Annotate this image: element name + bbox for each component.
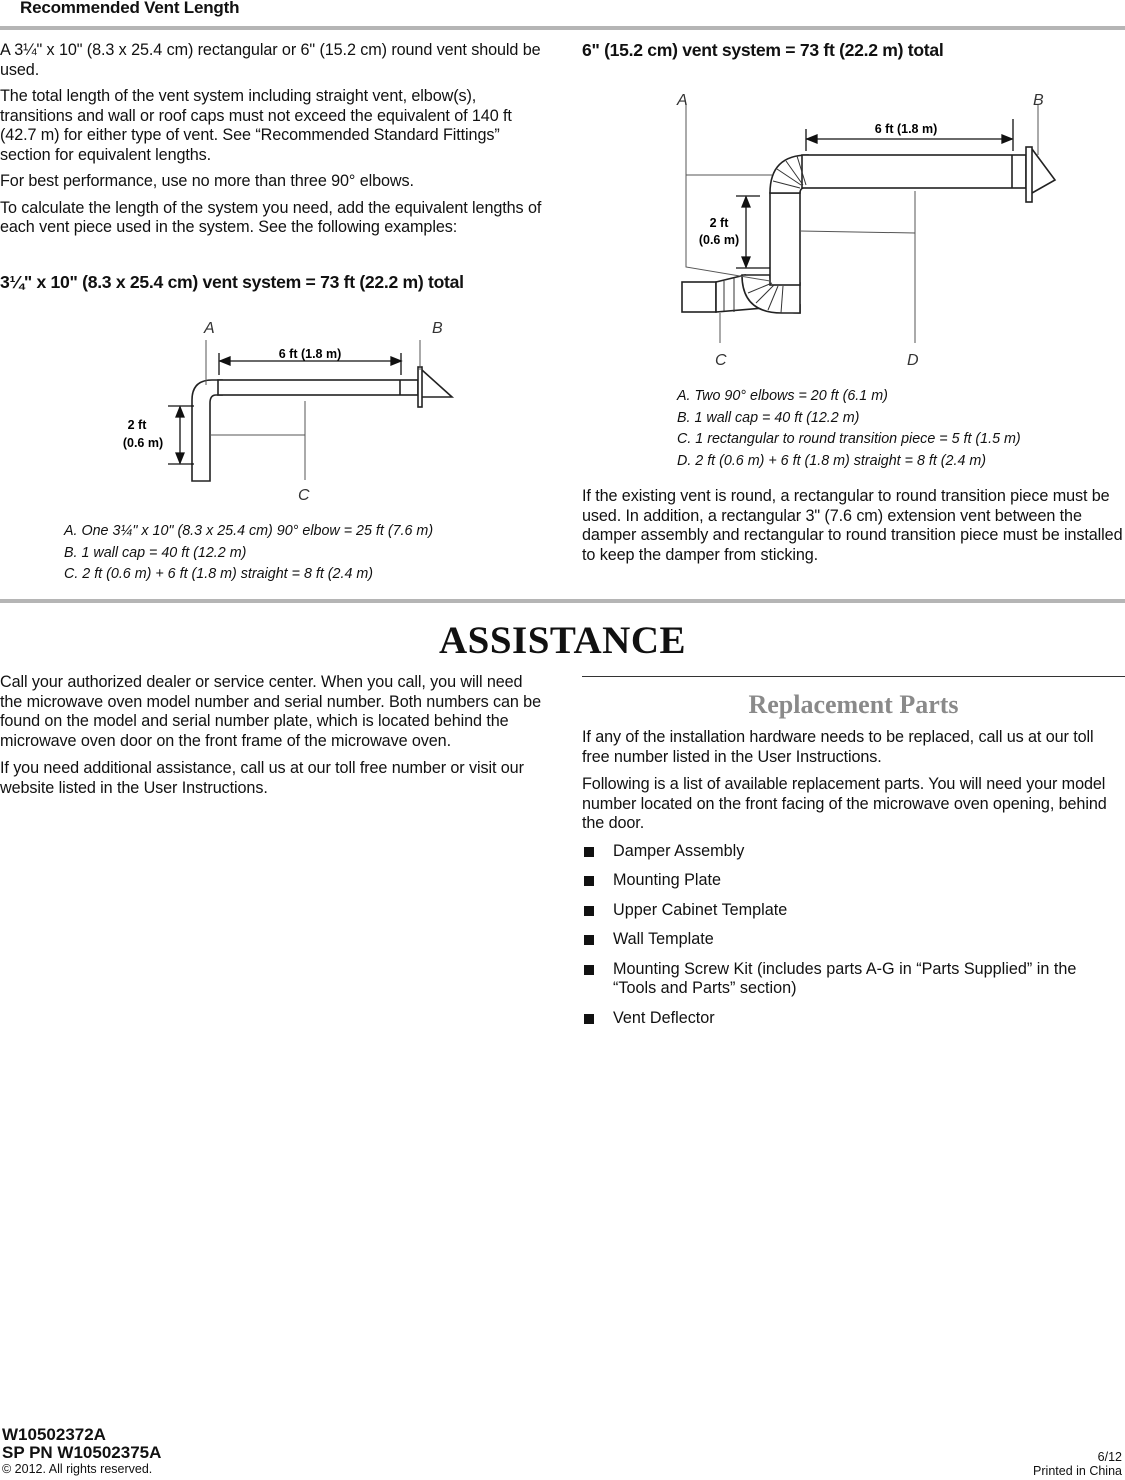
legend-item: A. One 3¼" x 10" (8.3 x 25.4 cm) 90° elbow = 25 ft (7.6 m) bbox=[64, 523, 434, 539]
copyright: © 2012. All rights reserved. bbox=[2, 1462, 153, 1476]
sp-part-number: SP PN W10502375A bbox=[2, 1443, 162, 1462]
diagram-label-b: B bbox=[1033, 92, 1044, 109]
dim-vertical-label-2: (0.6 m) bbox=[122, 436, 164, 450]
printed-in: Printed in China bbox=[1033, 1464, 1122, 1478]
round-example-heading: 6" (15.2 cm) vent system = 73 ft (22.2 m) total bbox=[582, 40, 944, 60]
vent-length-paragraph: The total length of the vent system including straight vent, elbow(s), transitions and wall or roof caps must not exceed the equivalent of 140 ft (42.7 m) for either type of vent. See “Recommended Standard Fittings” section for equivalent lengths. bbox=[0, 87, 512, 164]
dim-vertical-label-1: 2 ft bbox=[709, 216, 729, 230]
assistance-divider bbox=[0, 599, 1125, 603]
diagram-label-d: D bbox=[907, 352, 919, 369]
round-vent-diagram bbox=[660, 85, 1080, 375]
rect-example-heading: 3¼" x 10" (8.3 x 25.4 cm) vent system = 73 ft (22.2 m) total bbox=[0, 272, 464, 292]
diagram-label-b: B bbox=[432, 320, 443, 337]
replacement-divider bbox=[582, 676, 1125, 677]
part-name: Mounting Plate bbox=[613, 871, 721, 889]
legend-item: C. 2 ft (0.6 m) + 6 ft (1.8 m) straight = 8 ft (2.4 m) bbox=[64, 566, 374, 582]
part-name: Vent Deflector bbox=[613, 1008, 715, 1027]
legend-item: D. 2 ft (0.6 m) + 6 ft (1.8 m) straight = 8 ft (2.4 m) bbox=[677, 452, 987, 469]
list-item bbox=[582, 960, 1123, 999]
replacement-column bbox=[582, 728, 1123, 1038]
footer-left bbox=[2, 1426, 161, 1476]
vent-size-paragraph: A 3¼" x 10" (8.3 x 25.4 cm) rectangular or 6" (15.2 cm) round vent should be used. bbox=[0, 41, 541, 79]
bullet-icon bbox=[584, 1014, 594, 1024]
legend-item: C. 1 rectangular to round transition piece = 5 ft (1.5 m) bbox=[677, 431, 1021, 447]
part-name: Mounting Screw Kit (includes parts A-G in “Parts Supplied” in the “Tools and Parts” section) bbox=[613, 959, 1077, 997]
assistance-column bbox=[0, 673, 545, 798]
rect-vent-diagram bbox=[100, 315, 480, 510]
bullet-icon bbox=[584, 935, 594, 945]
diagram-label-c: C bbox=[715, 352, 727, 369]
round-vent-legend bbox=[677, 386, 1021, 472]
dim-horizontal-label: 6 ft (1.8 m) bbox=[278, 347, 342, 361]
part-number: W10502372A bbox=[2, 1425, 106, 1444]
legend-item: A. Two 90° elbows = 20 ft (6.1 m) bbox=[677, 388, 888, 404]
calculate-paragraph: To calculate the length of the system you need, add the equivalent lengths of each vent piece used in the system. See the following examples: bbox=[0, 198, 542, 236]
replacement-paragraph: Following is a list of available replacement parts. You will need your model number located on the front facing of the microwave oven opening, behind the door. bbox=[582, 775, 1107, 832]
leader-c bbox=[210, 435, 305, 480]
legend-item: B. 1 wall cap = 40 ft (12.2 m) bbox=[677, 409, 860, 426]
bullet-icon bbox=[584, 906, 594, 916]
footer-right bbox=[1033, 1450, 1122, 1478]
print-date: 6/12 bbox=[1097, 1450, 1122, 1464]
assistance-paragraph: If you need additional assistance, call us at our toll free number or visit our website listed in the User Instructions. bbox=[0, 759, 524, 797]
diagram-label-a: A bbox=[677, 92, 688, 109]
legend-item: B. 1 wall cap = 40 ft (12.2 m) bbox=[64, 544, 247, 561]
rect-vent-legend bbox=[64, 521, 433, 586]
replacement-parts-title: Replacement Parts bbox=[748, 690, 959, 719]
bullet-icon bbox=[584, 965, 594, 975]
part-name: Wall Template bbox=[613, 930, 714, 948]
list-item bbox=[582, 871, 1123, 891]
replacement-paragraph: If any of the installation hardware needs to be replaced, call us at our toll free number listed in the User Instructions. bbox=[582, 728, 1094, 766]
list-item bbox=[582, 930, 1123, 950]
dim-vertical-label-2: (0.6 m) bbox=[698, 233, 740, 247]
left-column bbox=[0, 41, 548, 238]
part-name: Upper Cabinet Template bbox=[613, 900, 788, 919]
section-title: Recommended Vent Length bbox=[20, 0, 240, 17]
dim-vertical-label-1: 2 ft bbox=[127, 418, 147, 432]
assistance-title: ASSISTANCE bbox=[438, 619, 687, 662]
part-name: Damper Assembly bbox=[613, 841, 745, 860]
assistance-paragraph: Call your authorized dealer or service center. When you call, you will need the microwave oven model number and serial number. Both numbers can be found on the model and serial number plate, which is located behind the microwave oven door on the front frame of the microwave oven. bbox=[0, 673, 541, 750]
dim-horizontal-label: 6 ft (1.8 m) bbox=[874, 122, 938, 136]
list-item bbox=[582, 901, 1123, 921]
transition-note: If the existing vent is round, a rectangular to round transition piece must be used. In addition, a rectangular 3" (7.6 cm) extension vent between the damper assembly and rectangular to round transition piece must be installed to keep the damper from sticking. bbox=[582, 487, 1123, 564]
diagram-label-c: C bbox=[298, 487, 310, 504]
section-divider bbox=[0, 26, 1125, 30]
replacement-parts-list bbox=[582, 842, 1123, 1029]
list-item bbox=[582, 1009, 1123, 1029]
diagram-label-a: A bbox=[204, 320, 215, 337]
elbows-paragraph: For best performance, use no more than three 90° elbows. bbox=[0, 172, 414, 190]
bullet-icon bbox=[584, 876, 594, 886]
list-item bbox=[582, 842, 1123, 862]
bullet-icon bbox=[584, 847, 594, 857]
